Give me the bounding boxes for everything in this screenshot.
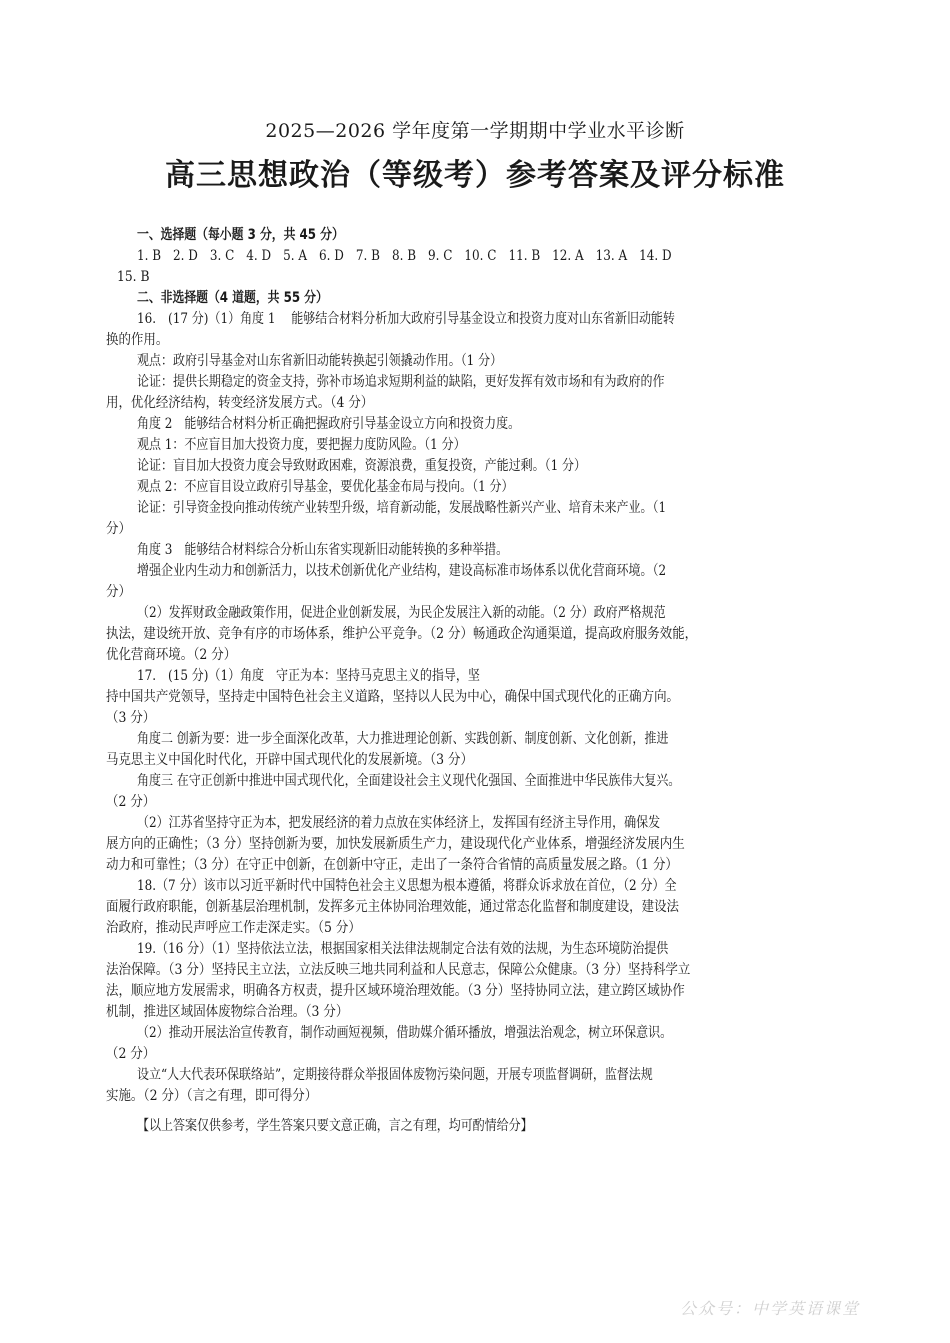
answer-line: 马克思主义中国化时代化，开辟中国式现代化的发展新境。（3 分） xyxy=(106,752,473,768)
answer-line: （2）江苏省坚持守正为本，把发展经济的着力点放在实体经济上，发挥国有经济主导作用，确保发 xyxy=(137,815,661,831)
answer-line: 观点 2：不应盲目设立政府引导基金，要优化基金布局与投向。（1 分） xyxy=(137,479,514,495)
answer-line: 论证：盲目加大投资力度会导致财政困难，资源浪费，重复投资，产能过剩。（1 分） xyxy=(137,458,587,474)
answer-line: 面履行政府职能，创新基层治理机制，发挥多元主体协同治理效能，通过常态化监督和制度建设，建设法 xyxy=(106,899,680,915)
answer-line: （2）推动开展法治宣传教育，制作动画短视频，借助媒介循环播放，增强法治观念，树立环保意识。 xyxy=(137,1025,673,1041)
footer-note: 【以上答案仅供参考，学生答案只要文意正确，言之有理，均可酌情给分】 xyxy=(137,1118,533,1134)
watermark: 公众号：中学英语课堂 xyxy=(680,1299,861,1318)
answer-line: 持中国共产党领导，坚持走中国特色社会主义道路，坚持以人民为中心，确保中国式现代化的正确方向。 xyxy=(106,689,680,705)
section-heading-nonchoice: 二、非选择题（4 道题，共 55 分） xyxy=(137,290,328,306)
answer-line: 观点：政府引导基金对山东省新旧动能转换起引领撬动作用。（1 分） xyxy=(137,353,503,369)
exam-subtitle: 2025—2026 学年度第一学期期中学业水平诊断 xyxy=(265,120,685,142)
answer-line: 16. (17 分)（1）角度 1 能够结合材料分析加大政府引导基金设立和投资力度对山东省新旧动能转 xyxy=(137,311,675,327)
answer-line: 1. B 2. D 3. C 4. D 5. A 6. D 7. B 8. B 9. C 10. C 11. B 12. A 13. A 14. D xyxy=(137,248,672,264)
answer-line: 15. B xyxy=(117,269,150,285)
answer-line: 优化营商环境。（2 分） xyxy=(106,647,237,663)
answer-line: 动力和可靠性；（3 分）在守正中创新，在创新中守正，走出了一条符合省情的高质量发展之路。（1 分） xyxy=(106,857,678,873)
answer-line: 分） xyxy=(106,584,131,600)
answer-line: （2 分） xyxy=(106,794,156,810)
answer-line: 19.（16 分）（1）坚持依法立法，根据国家相关法律法规制定合法有效的法规，为生态环境防治提供 xyxy=(137,941,669,957)
answer-line: 角度三 在守正创新中推进中国式现代化，全面建设社会主义现代化强国、全面推进中华民族伟大复兴。 xyxy=(137,773,681,789)
answer-line: 法治保障。（3 分）坚持民主立法，立法反映三地共同利益和人民意志，保障公众健康。（3 分）坚持科学立 xyxy=(106,962,691,978)
answer-line: 执法，建设统开放、竞争有序的市场体系，维护公平竞争。（2 分）畅通政企沟通渠道，提高政府服务效能， xyxy=(106,626,698,642)
answer-line: 法，顺应地方发展需求，明确各方权责，提升区域环境治理效能。（3 分）坚持协同立法，建立跨区域协作 xyxy=(106,983,685,999)
answer-line: （2 分） xyxy=(106,1046,156,1062)
answer-line: 17. (15 分)（1）角度 守正为本：坚持马克思主义的指导，坚 xyxy=(137,668,480,684)
section-heading-choice: 一、选择题（每小题 3 分，共 45 分） xyxy=(137,227,344,243)
answer-line: 设立“人大代表环保联络站”，定期接待群众举报固体废物污染问题，开展专项监督调研，监督法规 xyxy=(137,1067,653,1083)
answer-line: （3 分） xyxy=(106,710,156,726)
answer-line: 角度 3 能够结合材料综合分析山东省实现新旧动能转换的多种举措。 xyxy=(137,542,509,558)
answer-line: （2）发挥财政金融政策作用，促进企业创新发展，为民企发展注入新的动能。（2 分）政府严格规范 xyxy=(137,605,666,621)
answer-line: 观点 1：不应盲目加大投资力度，要把握力度防风险。（1 分） xyxy=(137,437,466,453)
answer-line: 角度二 创新为要：进一步全面深化改革，大力推进理论创新、实践创新、制度创新、文化创新，推进 xyxy=(137,731,669,747)
answer-line: 18.（7 分）该市以习近平新时代中国特色社会主义思想为根本遵循，将群众诉求放在首位，（2 分）全 xyxy=(137,878,677,894)
answer-line: 论证：提供长期稳定的资金支持，弥补市场追求短期利益的缺陷，更好发挥有效市场和有为政府的作 xyxy=(137,374,665,390)
answer-line: 展方向的正确性；（3 分）坚持创新为要，加快发展新质生产力，建设现代化产业体系，增强经济发展内生 xyxy=(106,836,685,852)
answer-line: 增强企业内生动力和创新活力，以技术创新优化产业结构，建设高标准市场体系以优化营商环境。（2 xyxy=(137,563,667,579)
answer-line: 用，优化经济结构，转变经济发展方式。（4 分） xyxy=(106,395,374,411)
page-title: 高三思想政治（等级考）参考答案及评分标准 xyxy=(165,158,785,193)
answer-line: 角度 2 能够结合材料分析正确把握政府引导基金设立方向和投资力度。 xyxy=(137,416,521,432)
answer-line: 机制，推进区域固体废物综合治理。（3 分） xyxy=(106,1004,349,1020)
answer-line: 分） xyxy=(106,521,131,537)
answer-line: 实施。（2 分）（言之有理，即可得分） xyxy=(106,1088,318,1104)
answer-line: 论证：引导资金投向推动传统产业转型升级，培育新动能，发展战略性新兴产业、培育未来产业。（1 xyxy=(137,500,667,516)
answer-line: 治政府，推动民声呼应工作走深走实。（5 分） xyxy=(106,920,361,936)
answer-line: 换的作用。 xyxy=(106,332,169,348)
